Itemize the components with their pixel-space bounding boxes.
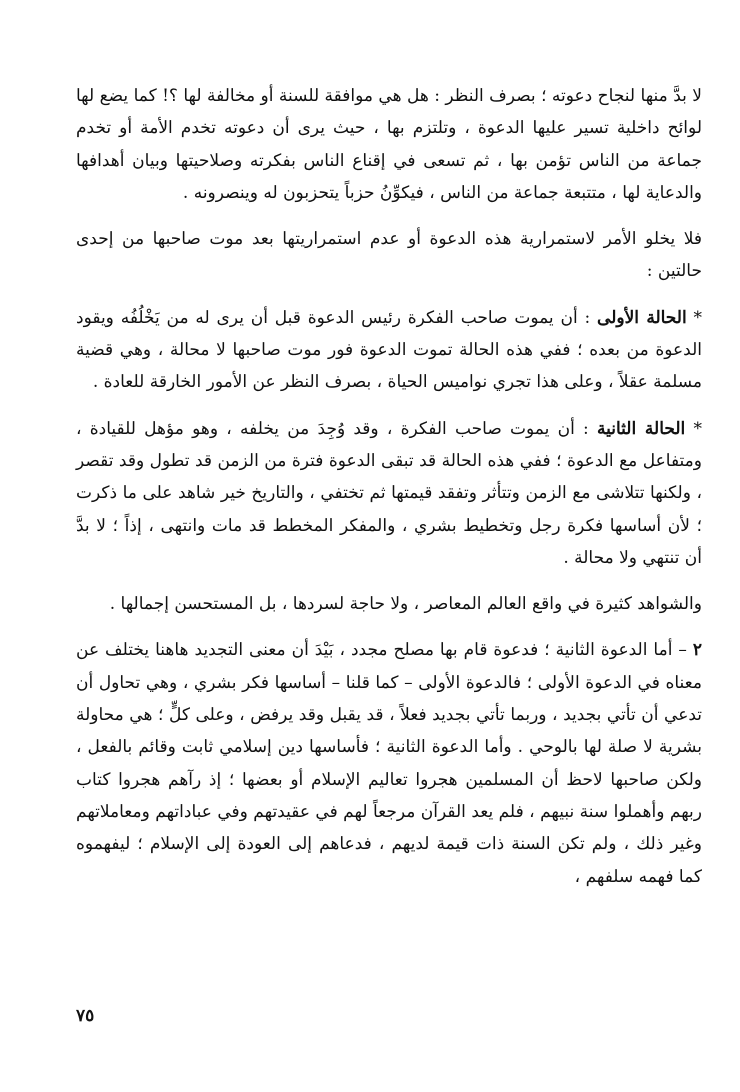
paragraph-text: : أن يموت صاحب الفكرة رئيس الدعوة قبل أن يرى له من يَخْلُفُه ويقود الدعوة من بعده ؛ ففي هذه الحالة تموت الدعوة فور موت صاحبها لا محالة ، وهي قضية مسلمة عقلاً ، وعلى هذا تجري نواميس الحياة ، بصرف النظر عن الأمور الخارقة للعادة . <box>76 307 702 393</box>
bullet-marker: * <box>693 307 702 328</box>
case-heading: الحالة الأولى <box>597 307 687 328</box>
case-heading: الحالة الثانية <box>596 418 686 439</box>
page-number: ٧٥ <box>76 1006 95 1026</box>
paragraph-2 <box>76 223 702 288</box>
paragraph-text: : أن يموت صاحب الفكرة ، وقد وُجِدَ من يخلفه ، وهو مؤهل للقيادة ، ومتفاعل مع الدعوة ؛ ففي هذه الحالة قد تبقى الدعوة فترة من الزمن قد تطول وقد تقصر ، ولكنها تتلاشى مع الزمن وتتأثر وتفقد قيمتها ثم تختفي ، والتاريخ خير شاهد على ما ذكرت ؛ لأن أساسها فكرة رجل وتخطيط بشري ، والمفكر المخطط قد مات وانتهى ، إذاً ؛ لا بدَّ أن تنتهي ولا محالة . <box>76 418 702 568</box>
paragraph-text: – أما الدعوة الثانية ؛ فدعوة قام بها مصلح مجدد ، بَيْدَ أن معنى التجديد هاهنا يختلف عن معناه في الدعوة الأولى ؛ فالدعوة الأولى – كما قلنا – أساسها فكر بشري ، وهي تحاول أن تدعي أن تأتي بجديد ، وربما تأتي بجديد فعلاً ، قد يقبل وقد يرفض ، وعلى كلٍّ ؛ هي محاولة بشرية لا صلة لها بالوحي . وأما الدعوة الثانية ؛ فأساسها دين إسلامي ثابت وقائم بالفعل ، ولكن صاحبها لاحظ أن المسلمين هجروا تعاليم الإسلام أو بعضها ؛ إذ رآهم هجروا كتاب ربهم وأهملوا سنة نبيهم ، فلم يعد القرآن مرجعاً لهم في عقيدتهم وفي عباداتهم ومعاملاتهم وغير ذلك ، ولم تكن السنة ذات قيمة لديهم ، فدعاهم إلى العودة إلى الإسلام ؛ ليفهموه كما فهمه سلفهم ، <box>76 640 702 887</box>
paragraph-case-two <box>76 413 702 574</box>
paragraph-1 <box>76 80 702 209</box>
paragraph-case-one <box>76 302 702 399</box>
paragraph-text: والشواهد كثيرة في واقع العالم المعاصر ، ولا حاجة لسردها ، بل المستحسن إجمالها . <box>109 594 702 615</box>
paragraph-text: فلا يخلو الأمر لاستمرارية هذه الدعوة أو عدم استمراريتها بعد موت صاحبها من إحدى حالتين : <box>76 229 702 282</box>
bullet-marker: * <box>693 418 702 439</box>
paragraph-5 <box>76 588 702 620</box>
paragraph-numbered-2 <box>76 634 702 892</box>
paragraph-text: لا بدَّ منها لنجاح دعوته ؛ بصرف النظر : هل هي موافقة للسنة أو مخالفة لها ؟! كما يضع لها لوائح داخلية تسير عليها الدعوة ، وتلتزم بها ، حيث يرى أن دعوته تخدم الأمة أو تخدم جماعة من الناس تؤمن بها ، ثم تسعى في إقناع الناس بفكرته وصلاحيتها وبيان أهدافها والدعاية لها ، متتبعة جماعة من الناس ، فيكوِّنُ حزباً يتحزبون له وينصرونه . <box>76 86 702 203</box>
section-number: ٢ <box>692 640 702 661</box>
page-body <box>76 80 702 907</box>
